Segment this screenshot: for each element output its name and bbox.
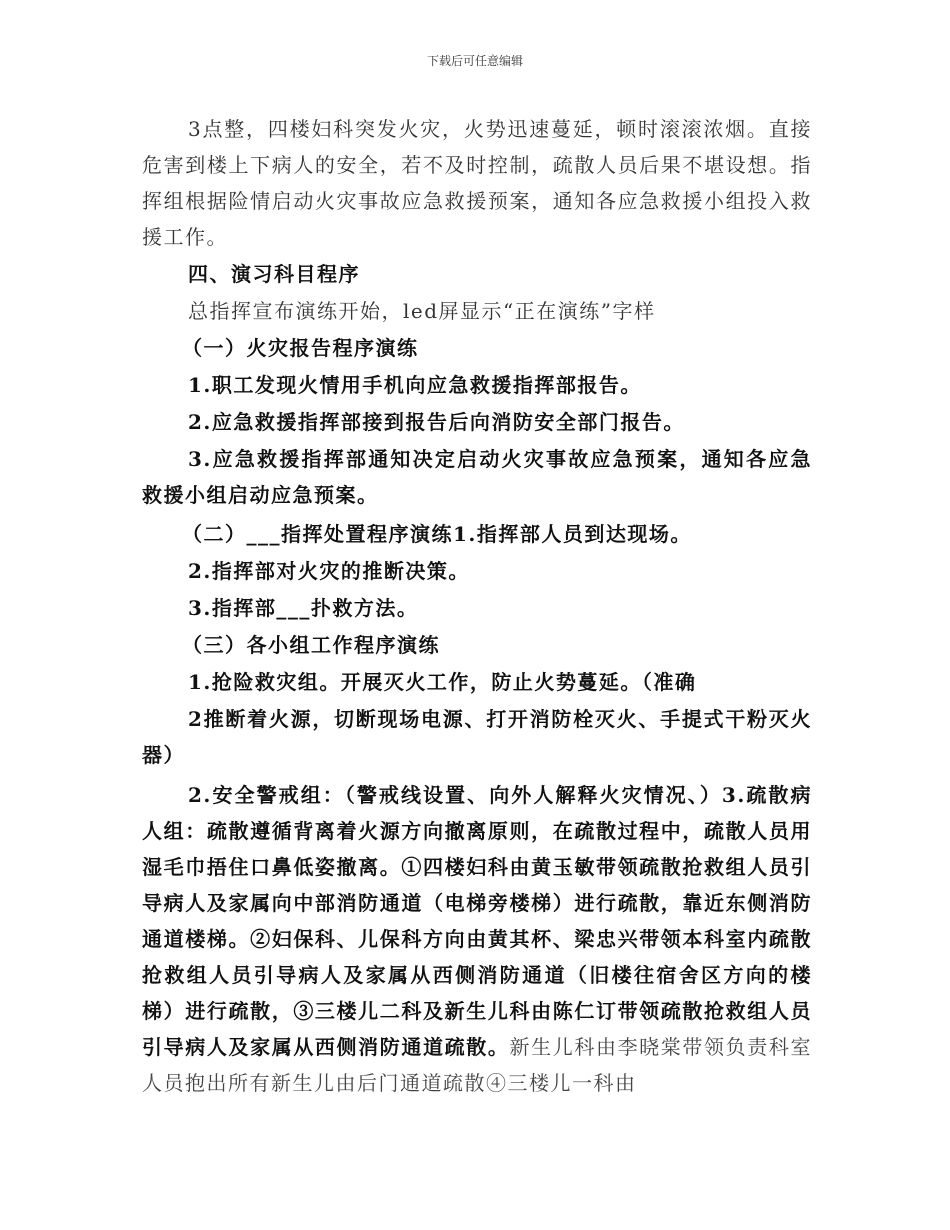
list-item: 1.职工发现火情用手机向应急救援指挥部报告。 bbox=[188, 373, 642, 397]
section-heading-4: 四、演习科目程序 bbox=[188, 262, 360, 286]
list-item: 1.抢险救灾组。开展灭火工作，防止火势蔓延。（准确 bbox=[188, 670, 697, 694]
list-item: 3.应急救援指挥部通知决定启动火灾事故应急预案，通知各应急救援小组启动应急预案。 bbox=[142, 447, 812, 507]
paragraph-scenario: 3点整，四楼妇科突发火灾，火势迅速蔓延，顿时滚滚浓烟。直接危害到楼上下病人的安全，若不及时控制，疏散人员后果不堪设想。指挥组根据险情启动火灾事故应急救援预案，通知各应急救援小组投入救援工作。 bbox=[142, 117, 812, 249]
page-header: 下载后可任意编辑 bbox=[426, 54, 523, 68]
list-item: 2.应急救援指挥部接到报告后向消防安全部门报告。 bbox=[188, 410, 685, 434]
evacuation-bold-text: 2.安全警戒组：（警戒线设置、向外人解释火灾情况、）3.疏散病人组：疏散遵循背离着火源方向撤离原则，在疏散过程中，疏散人员用湿毛巾捂住口鼻低姿撤离。①四楼妇科由黄玉敏带领疏散抢救组人员引导病人及家属向中部消防通道（电梯旁楼梯）进行疏散，靠近东侧消防通道楼梯。②妇保科、儿保科方向由黄其杯、梁忠兴带领本科室内疏散抢救组人员引导病人及家属从西侧消防通道（旧楼往宿舍区方向的楼梯）进行疏散，③三楼儿二科及新生儿科由陈仁订带领疏散抢救组人员引导病人及家属从西侧消防通道疏散。 bbox=[142, 783, 812, 1059]
paragraph-evacuation bbox=[142, 777, 812, 1101]
evacuation-normal-text: 新生儿科由李晓棠带领负责科室人员抱出所有新生儿由后门通道疏散④三楼儿一科由 bbox=[142, 1035, 813, 1095]
subsection-heading-2: （二）___指挥处置程序演练1.指挥部人员到达现场。 bbox=[182, 522, 692, 546]
subsection-heading-3: （三）各小组工作程序演练 bbox=[182, 633, 440, 657]
list-item: 2.指挥部对火灾的推断决策。 bbox=[188, 559, 470, 583]
list-item: 3.指挥部___扑救方法。 bbox=[188, 596, 419, 620]
subsection-heading-1: （一）火灾报告程序演练 bbox=[182, 336, 419, 360]
list-item: 2推断着火源，切断现场电源、打开消防栓灭火、手提式干粉灭火器） bbox=[142, 707, 812, 767]
paragraph-start: 总指挥宣布演练开始，led屏显示“正在演练”字样 bbox=[188, 299, 656, 323]
